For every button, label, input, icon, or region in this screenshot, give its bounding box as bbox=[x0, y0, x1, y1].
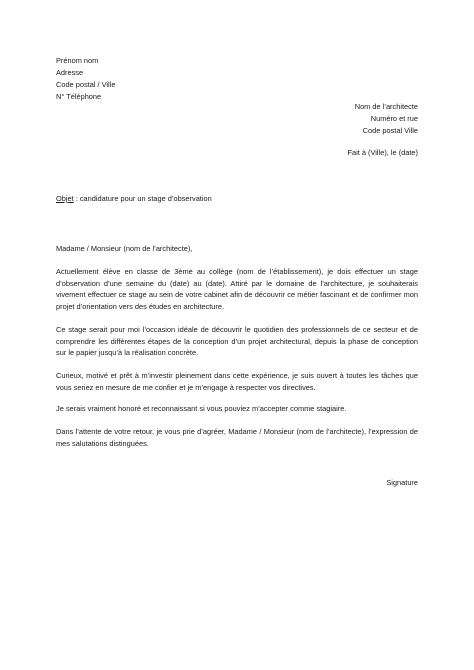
object-line bbox=[56, 193, 212, 205]
sender-phone: N° Téléphone bbox=[56, 92, 102, 101]
sender-postal-city: Code postal / Ville bbox=[56, 80, 116, 89]
paragraph-closing: Dans l’attente de votre retour, je vous prie d’agréer, Madame / Monsieur (nom de l’architecte), l’expression de mes salutations distinguées. bbox=[56, 427, 418, 448]
recipient-name: Nom de l’architecte bbox=[354, 102, 418, 111]
object-text: : candidature pour un stage d’observation bbox=[73, 194, 212, 203]
sender-block bbox=[56, 55, 115, 103]
object-label: Objet bbox=[56, 194, 74, 203]
paragraph-qualities: Curieux, motivé et prêt à m’investir pleinement dans cette expérience, je suis ouvert à toutes les tâches que vous seriez en mesure de me confier et je m’engage à respecter vos directives. bbox=[56, 371, 418, 392]
recipient-block bbox=[355, 101, 418, 137]
recipient-postal-city: Code postal Ville bbox=[362, 126, 418, 135]
recipient-street: Numéro et rue bbox=[370, 114, 418, 123]
paragraph-introduction: Actuellement élève en classe de 3ème au collège (nom de l’établissement), je dois effectuer un stage d’observation d’une semaine du (date) au (date). Attiré par le domaine de l’architecture, je souhaiterais vivement effectuer ce stage au sein de votre cabinet afin de découvrir ce métier fascinant et de confirmer mon projet d’orientation vers des études en architecture. bbox=[56, 267, 418, 311]
signature: Signature bbox=[386, 478, 418, 487]
place-date: Fait à (Ville), le (date) bbox=[347, 148, 418, 157]
paragraph-motivation: Ce stage serait pour moi l’occasion idéale de découvrir le quotidien des professionnels de ce secteur et de comprendre les différentes étapes de la conception d’un projet architectural, depuis la phase de conception sur le papier jusqu’à la réalisation concrète. bbox=[56, 325, 418, 358]
sender-name: Prénom nom bbox=[56, 56, 99, 65]
salutation: Madame / Monsieur (nom de l’architecte), bbox=[56, 244, 193, 253]
sender-address: Adresse bbox=[56, 68, 84, 77]
paragraph-gratitude: Je serais vraiment honoré et reconnaissant si vous pouviez m’accepter comme stagiaire. bbox=[56, 404, 347, 413]
